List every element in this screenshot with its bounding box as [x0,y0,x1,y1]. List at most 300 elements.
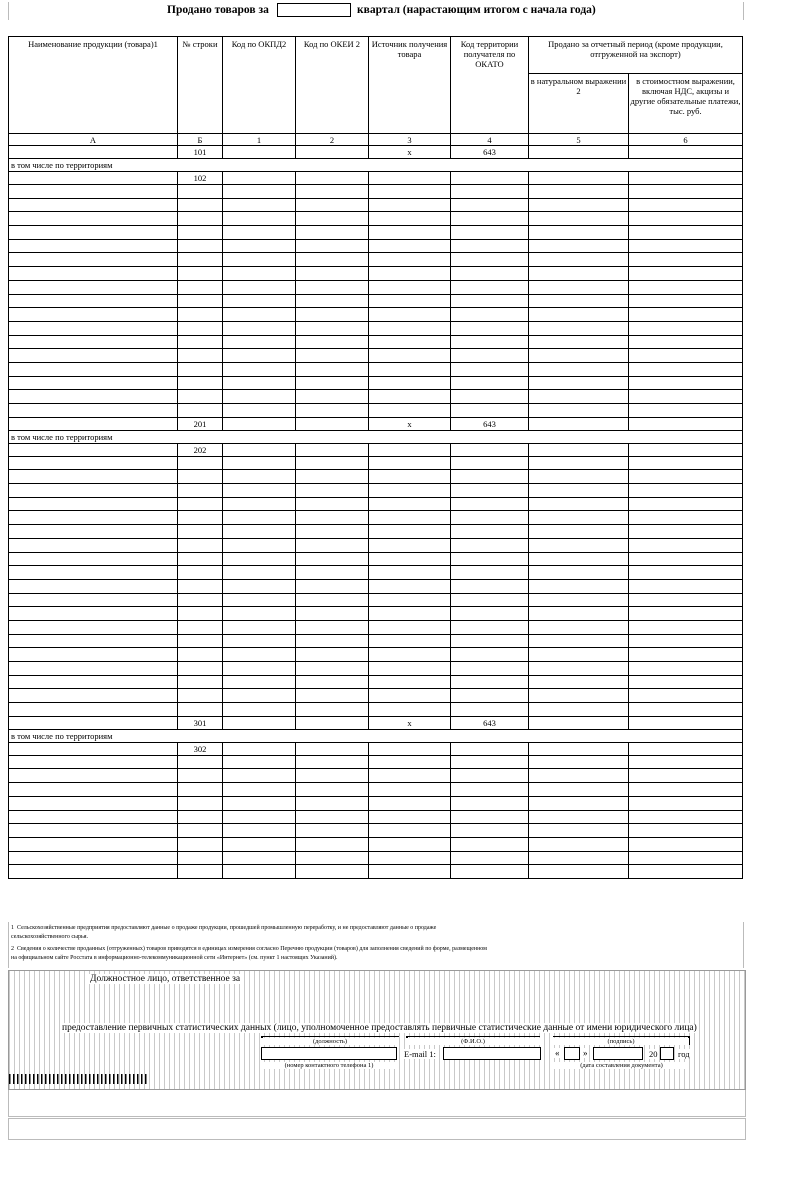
cell-okato[interactable] [451,212,529,226]
cell-okei2[interactable] [296,648,369,662]
cell-okato[interactable] [451,689,529,703]
cell-natural[interactable] [529,662,629,676]
cell-row-no[interactable] [178,212,223,226]
cell-source[interactable] [369,349,451,363]
cell-value[interactable] [629,198,743,212]
cell-row-no[interactable] [178,390,223,404]
cell-okato[interactable] [451,675,529,689]
cell-value[interactable] [629,742,743,755]
cell-okpd2[interactable] [223,417,296,430]
cell-okei2[interactable] [296,280,369,294]
cell-name[interactable] [9,212,178,226]
cell-value[interactable] [629,689,743,703]
cell-okato[interactable] [451,404,529,418]
cell-row-no[interactable] [178,404,223,418]
cell-row-no[interactable] [178,253,223,267]
cell-okato[interactable] [451,511,529,525]
email-field[interactable] [443,1047,541,1060]
cell-value[interactable] [629,662,743,676]
cell-okpd2[interactable] [223,716,296,729]
cell-okei2[interactable] [296,824,369,838]
cell-natural[interactable] [529,226,629,240]
cell-okei2[interactable] [296,742,369,755]
cell-row-no[interactable] [178,689,223,703]
cell-source[interactable] [369,810,451,824]
cell-natural[interactable] [529,172,629,185]
cell-row-no[interactable] [178,511,223,525]
cell-okpd2[interactable] [223,566,296,580]
cell-source[interactable] [369,198,451,212]
cell-row-no[interactable] [178,579,223,593]
cell-name[interactable] [9,634,178,648]
cell-row-no[interactable] [178,280,223,294]
cell-source[interactable] [369,294,451,308]
cell-okpd2[interactable] [223,579,296,593]
cell-name[interactable] [9,280,178,294]
cell-row-no[interactable] [178,239,223,253]
cell-natural[interactable] [529,335,629,349]
cell-value[interactable] [629,172,743,185]
cell-source[interactable] [369,470,451,484]
cell-name[interactable] [9,620,178,634]
cell-okpd2[interactable] [223,280,296,294]
cell-name[interactable] [9,552,178,566]
cell-okato[interactable] [451,349,529,363]
cell-okei2[interactable] [296,172,369,185]
quarter-input-box[interactable] [277,3,351,17]
cell-okei2[interactable] [296,851,369,865]
cell-source[interactable] [369,390,451,404]
cell-natural[interactable] [529,716,629,729]
cell-value[interactable] [629,404,743,418]
cell-natural[interactable] [529,321,629,335]
cell-okato[interactable] [451,552,529,566]
cell-name[interactable] [9,185,178,199]
cell-okei2[interactable] [296,349,369,363]
cell-source[interactable] [369,579,451,593]
cell-name[interactable] [9,525,178,539]
cell-okato[interactable] [451,497,529,511]
cell-natural[interactable] [529,525,629,539]
cell-natural[interactable] [529,634,629,648]
cell-natural[interactable] [529,376,629,390]
cell-row-no[interactable] [178,769,223,783]
cell-natural[interactable] [529,417,629,430]
cell-okei2[interactable] [296,294,369,308]
cell-natural[interactable] [529,796,629,810]
cell-okato[interactable] [451,648,529,662]
cell-okpd2[interactable] [223,865,296,879]
cell-okato[interactable] [451,703,529,717]
cell-name[interactable] [9,851,178,865]
cell-value[interactable] [629,634,743,648]
cell-row-no[interactable] [178,634,223,648]
cell-row-no[interactable] [178,662,223,676]
cell-name[interactable] [9,511,178,525]
cell-value[interactable] [629,837,743,851]
cell-okpd2[interactable] [223,511,296,525]
cell-name[interactable] [9,362,178,376]
cell-okpd2[interactable] [223,755,296,769]
cell-okpd2[interactable] [223,662,296,676]
cell-okpd2[interactable] [223,783,296,797]
cell-name[interactable] [9,824,178,838]
cell-row-no[interactable] [178,824,223,838]
cell-okei2[interactable] [296,376,369,390]
cell-okei2[interactable] [296,226,369,240]
cell-natural[interactable] [529,280,629,294]
cell-source[interactable] [369,796,451,810]
cell-natural[interactable] [529,146,629,159]
cell-okei2[interactable] [296,525,369,539]
cell-name[interactable] [9,566,178,580]
cell-okpd2[interactable] [223,851,296,865]
cell-value[interactable] [629,349,743,363]
cell-natural[interactable] [529,648,629,662]
cell-source[interactable] [369,239,451,253]
cell-name[interactable] [9,783,178,797]
cell-okato[interactable] [451,308,529,322]
cell-source[interactable] [369,566,451,580]
cell-row-no[interactable] [178,810,223,824]
cell-name[interactable] [9,703,178,717]
cell-okato[interactable] [451,198,529,212]
year-field[interactable] [660,1047,674,1060]
cell-natural[interactable] [529,742,629,755]
cell-natural[interactable] [529,810,629,824]
cell-name[interactable] [9,349,178,363]
cell-okato[interactable] [451,470,529,484]
cell-row-no[interactable] [178,552,223,566]
cell-okei2[interactable] [296,634,369,648]
cell-source[interactable] [369,837,451,851]
cell-natural[interactable] [529,566,629,580]
cell-row-no[interactable] [178,484,223,498]
cell-okei2[interactable] [296,620,369,634]
cell-natural[interactable] [529,253,629,267]
cell-natural[interactable] [529,552,629,566]
cell-row-no[interactable] [178,198,223,212]
cell-okei2[interactable] [296,865,369,879]
cell-okato[interactable] [451,362,529,376]
cell-okei2[interactable] [296,239,369,253]
cell-row-no[interactable] [178,497,223,511]
cell-source[interactable] [369,484,451,498]
cell-value[interactable] [629,783,743,797]
cell-okpd2[interactable] [223,226,296,240]
cell-okpd2[interactable] [223,769,296,783]
cell-okpd2[interactable] [223,497,296,511]
cell-row-no[interactable] [178,362,223,376]
cell-value[interactable] [629,294,743,308]
cell-okpd2[interactable] [223,198,296,212]
cell-source[interactable] [369,675,451,689]
cell-okato[interactable] [451,662,529,676]
cell-value[interactable] [629,675,743,689]
cell-okei2[interactable] [296,607,369,621]
cell-okei2[interactable] [296,198,369,212]
cell-value[interactable] [629,552,743,566]
cell-row-no[interactable] [178,865,223,879]
cell-source[interactable] [369,267,451,281]
cell-name[interactable] [9,716,178,729]
cell-okato[interactable] [451,837,529,851]
cell-row-no[interactable] [178,783,223,797]
cell-name[interactable] [9,456,178,470]
cell-okei2[interactable] [296,308,369,322]
cell-okpd2[interactable] [223,253,296,267]
phone-field[interactable] [261,1047,397,1060]
cell-natural[interactable] [529,456,629,470]
cell-natural[interactable] [529,851,629,865]
cell-okato[interactable] [451,267,529,281]
cell-okpd2[interactable] [223,689,296,703]
cell-okpd2[interactable] [223,212,296,226]
cell-okpd2[interactable] [223,703,296,717]
cell-okato[interactable] [451,865,529,879]
cell-natural[interactable] [529,294,629,308]
cell-okpd2[interactable] [223,552,296,566]
cell-row-no[interactable] [178,525,223,539]
cell-name[interactable] [9,335,178,349]
cell-okpd2[interactable] [223,376,296,390]
cell-value[interactable] [629,470,743,484]
cell-natural[interactable] [529,620,629,634]
cell-source[interactable] [369,362,451,376]
cell-source[interactable] [369,824,451,838]
cell-row-no[interactable] [178,755,223,769]
cell-name[interactable] [9,172,178,185]
cell-natural[interactable] [529,470,629,484]
cell-value[interactable] [629,212,743,226]
cell-natural[interactable] [529,484,629,498]
cell-value[interactable] [629,579,743,593]
cell-natural[interactable] [529,703,629,717]
cell-source[interactable] [369,620,451,634]
cell-okpd2[interactable] [223,593,296,607]
cell-okato[interactable] [451,824,529,838]
cell-okpd2[interactable] [223,538,296,552]
cell-value[interactable] [629,253,743,267]
cell-value[interactable] [629,335,743,349]
cell-okpd2[interactable] [223,470,296,484]
cell-row-no[interactable] [178,620,223,634]
cell-okato[interactable] [451,390,529,404]
cell-name[interactable] [9,579,178,593]
cell-name[interactable] [9,796,178,810]
cell-okato[interactable] [451,607,529,621]
cell-value[interactable] [629,810,743,824]
cell-okei2[interactable] [296,146,369,159]
cell-source[interactable] [369,593,451,607]
cell-name[interactable] [9,198,178,212]
cell-value[interactable] [629,865,743,879]
cell-okei2[interactable] [296,538,369,552]
cell-name[interactable] [9,417,178,430]
cell-value[interactable] [629,769,743,783]
cell-okato[interactable] [451,280,529,294]
cell-source[interactable] [369,308,451,322]
cell-okpd2[interactable] [223,267,296,281]
cell-okpd2[interactable] [223,620,296,634]
cell-source[interactable] [369,662,451,676]
cell-natural[interactable] [529,675,629,689]
cell-natural[interactable] [529,607,629,621]
cell-value[interactable] [629,280,743,294]
cell-source[interactable] [369,185,451,199]
cell-okpd2[interactable] [223,146,296,159]
cell-okei2[interactable] [296,497,369,511]
cell-natural[interactable] [529,755,629,769]
cell-okei2[interactable] [296,566,369,580]
cell-source[interactable] [369,226,451,240]
cell-okpd2[interactable] [223,796,296,810]
cell-natural[interactable] [529,783,629,797]
cell-okei2[interactable] [296,362,369,376]
cell-value[interactable] [629,362,743,376]
cell-natural[interactable] [529,308,629,322]
cell-source[interactable] [369,335,451,349]
cell-row-no[interactable] [178,566,223,580]
cell-name[interactable] [9,648,178,662]
cell-okato[interactable] [451,783,529,797]
cell-name[interactable] [9,146,178,159]
cell-okei2[interactable] [296,511,369,525]
cell-okpd2[interactable] [223,239,296,253]
cell-value[interactable] [629,755,743,769]
cell-okato[interactable] [451,851,529,865]
cell-okei2[interactable] [296,593,369,607]
cell-value[interactable] [629,267,743,281]
cell-name[interactable] [9,404,178,418]
cell-natural[interactable] [529,593,629,607]
cell-okpd2[interactable] [223,675,296,689]
cell-source[interactable] [369,280,451,294]
cell-okpd2[interactable] [223,443,296,456]
cell-row-no[interactable] [178,376,223,390]
cell-name[interactable] [9,294,178,308]
cell-name[interactable] [9,239,178,253]
cell-okpd2[interactable] [223,484,296,498]
cell-okato[interactable] [451,634,529,648]
cell-row-no[interactable] [178,607,223,621]
cell-okato[interactable] [451,593,529,607]
cell-name[interactable] [9,593,178,607]
cell-name[interactable] [9,837,178,851]
cell-okpd2[interactable] [223,294,296,308]
cell-name[interactable] [9,376,178,390]
cell-name[interactable] [9,810,178,824]
cell-okpd2[interactable] [223,404,296,418]
cell-row-no[interactable] [178,308,223,322]
cell-natural[interactable] [529,212,629,226]
cell-name[interactable] [9,755,178,769]
cell-okei2[interactable] [296,703,369,717]
cell-okpd2[interactable] [223,824,296,838]
cell-source[interactable] [369,783,451,797]
cell-row-no[interactable] [178,226,223,240]
cell-natural[interactable] [529,267,629,281]
cell-okato[interactable] [451,810,529,824]
month-field[interactable] [593,1047,643,1060]
cell-okei2[interactable] [296,484,369,498]
cell-okpd2[interactable] [223,648,296,662]
cell-value[interactable] [629,703,743,717]
cell-source[interactable] [369,376,451,390]
cell-name[interactable] [9,769,178,783]
cell-value[interactable] [629,851,743,865]
cell-value[interactable] [629,648,743,662]
cell-natural[interactable] [529,497,629,511]
cell-value[interactable] [629,185,743,199]
cell-value[interactable] [629,511,743,525]
cell-natural[interactable] [529,362,629,376]
cell-okpd2[interactable] [223,349,296,363]
cell-row-no[interactable] [178,837,223,851]
cell-row-no[interactable] [178,796,223,810]
cell-name[interactable] [9,675,178,689]
cell-source[interactable] [369,851,451,865]
cell-natural[interactable] [529,239,629,253]
cell-row-no[interactable] [178,593,223,607]
cell-okato[interactable] [451,525,529,539]
cell-okei2[interactable] [296,321,369,335]
cell-natural[interactable] [529,579,629,593]
cell-okei2[interactable] [296,579,369,593]
cell-source[interactable] [369,404,451,418]
cell-okpd2[interactable] [223,335,296,349]
cell-source[interactable] [369,253,451,267]
cell-natural[interactable] [529,185,629,199]
cell-okpd2[interactable] [223,390,296,404]
cell-source[interactable] [369,497,451,511]
cell-value[interactable] [629,321,743,335]
cell-source[interactable] [369,648,451,662]
cell-okei2[interactable] [296,662,369,676]
cell-name[interactable] [9,470,178,484]
cell-okei2[interactable] [296,404,369,418]
cell-okpd2[interactable] [223,172,296,185]
cell-value[interactable] [629,390,743,404]
cell-okato[interactable] [451,376,529,390]
cell-source[interactable] [369,321,451,335]
cell-okei2[interactable] [296,212,369,226]
cell-natural[interactable] [529,198,629,212]
cell-source[interactable] [369,212,451,226]
cell-value[interactable] [629,824,743,838]
cell-row-no[interactable] [178,267,223,281]
cell-okato[interactable] [451,484,529,498]
cell-okei2[interactable] [296,810,369,824]
cell-row-no[interactable] [178,851,223,865]
cell-value[interactable] [629,308,743,322]
cell-name[interactable] [9,484,178,498]
cell-okato[interactable] [451,335,529,349]
cell-name[interactable] [9,390,178,404]
cell-okei2[interactable] [296,335,369,349]
cell-okato[interactable] [451,796,529,810]
cell-okei2[interactable] [296,755,369,769]
cell-name[interactable] [9,321,178,335]
cell-source[interactable] [369,703,451,717]
cell-source[interactable] [369,607,451,621]
cell-name[interactable] [9,607,178,621]
cell-value[interactable] [629,716,743,729]
cell-row-no[interactable] [178,538,223,552]
cell-okato[interactable] [451,226,529,240]
cell-natural[interactable] [529,769,629,783]
cell-value[interactable] [629,593,743,607]
